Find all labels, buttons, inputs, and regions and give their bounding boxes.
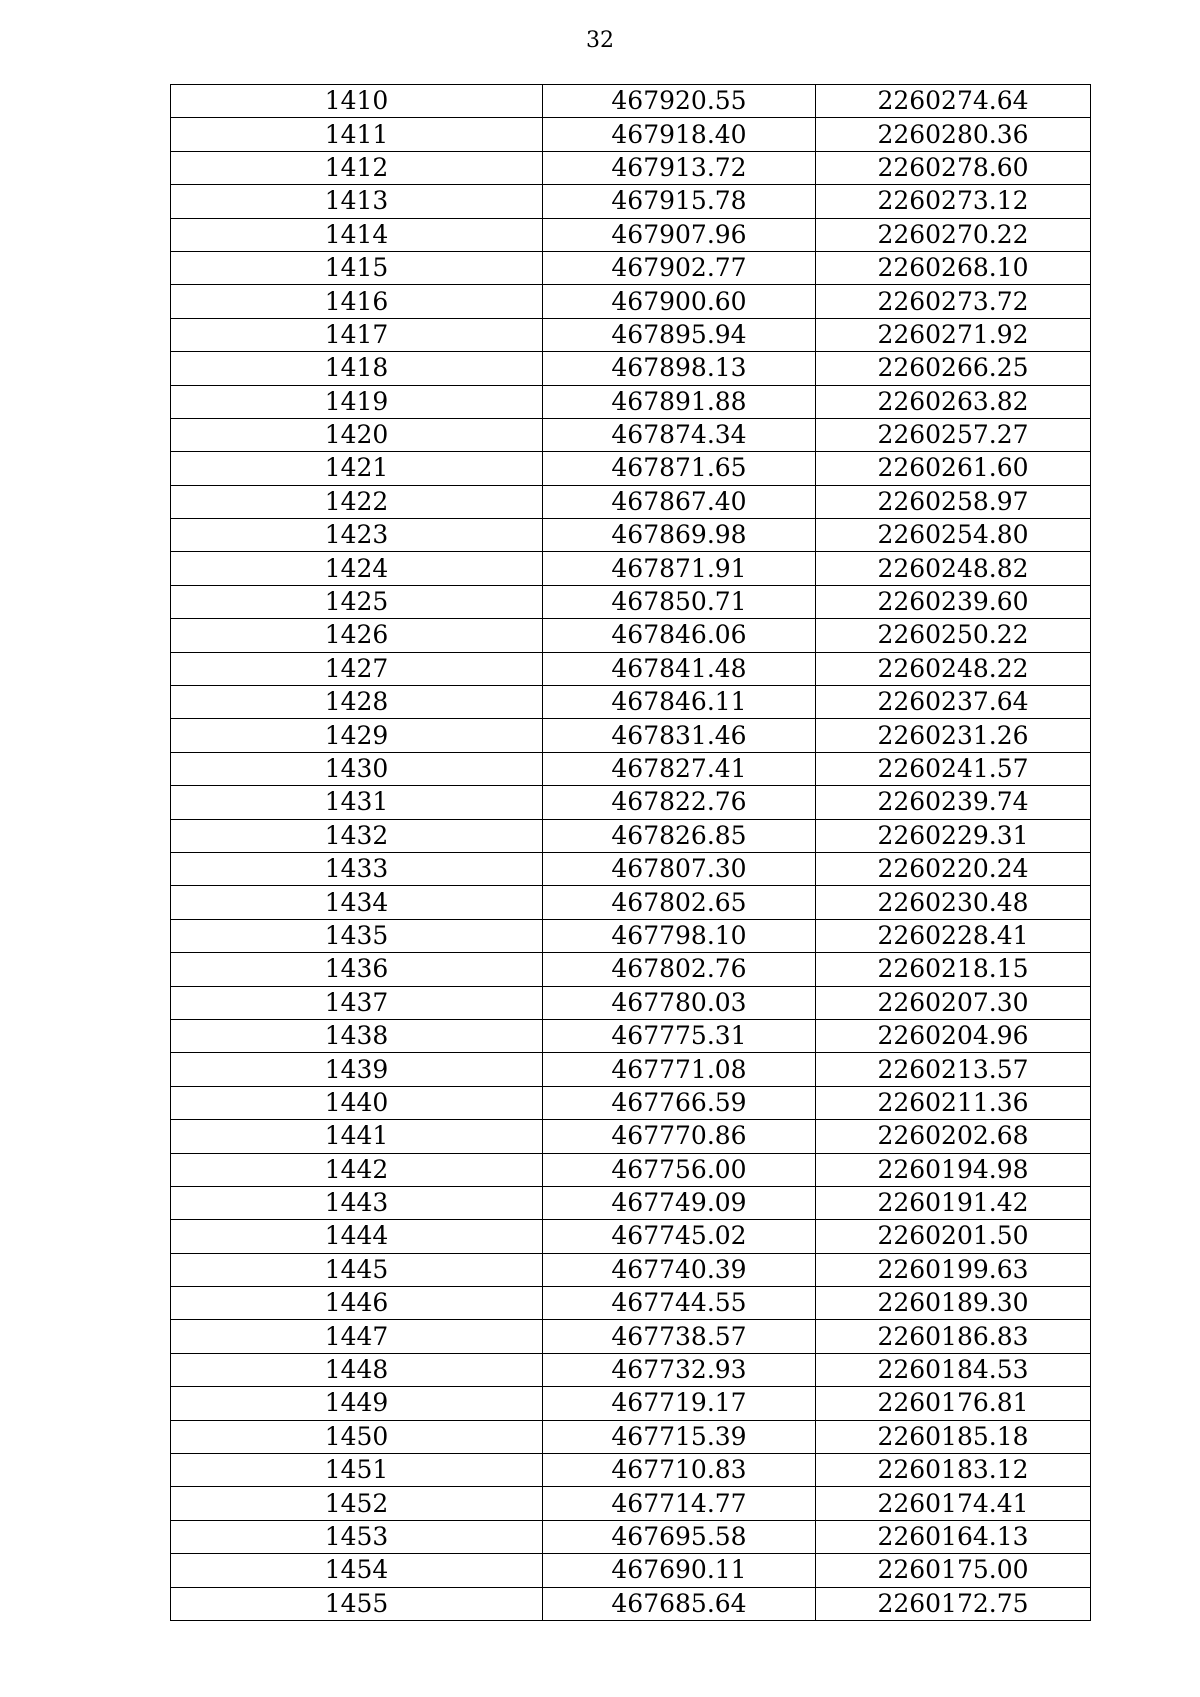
point-number-cell: 1414: [171, 218, 543, 251]
x-coordinate-cell: 467695.58: [543, 1520, 816, 1553]
x-coordinate-cell: 467766.59: [543, 1086, 816, 1119]
point-number-cell: 1426: [171, 619, 543, 652]
point-number-cell: 1433: [171, 852, 543, 885]
x-coordinate-cell: 467841.48: [543, 652, 816, 685]
x-coordinate-cell: 467898.13: [543, 352, 816, 385]
y-coordinate-cell: 2260230.48: [816, 886, 1091, 919]
y-coordinate-cell: 2260268.10: [816, 251, 1091, 284]
x-coordinate-cell: 467871.65: [543, 452, 816, 485]
point-number-cell: 1423: [171, 519, 543, 552]
table-row: [171, 285, 1091, 318]
x-coordinate-cell: 467732.93: [543, 1353, 816, 1386]
coordinates-table: [170, 84, 1091, 1621]
y-coordinate-cell: 2260201.50: [816, 1220, 1091, 1253]
point-number-cell: 1435: [171, 919, 543, 952]
table-row: [171, 585, 1091, 618]
point-number-cell: 1447: [171, 1320, 543, 1353]
point-number-cell: 1436: [171, 953, 543, 986]
coordinates-table-body: [171, 85, 1091, 1621]
y-coordinate-cell: 2260250.22: [816, 619, 1091, 652]
table-row: [171, 1019, 1091, 1052]
y-coordinate-cell: 2260254.80: [816, 519, 1091, 552]
table-row: [171, 1320, 1091, 1353]
y-coordinate-cell: 2260172.75: [816, 1587, 1091, 1620]
y-coordinate-cell: 2260204.96: [816, 1019, 1091, 1052]
table-row: [171, 1420, 1091, 1453]
y-coordinate-cell: 2260248.82: [816, 552, 1091, 585]
x-coordinate-cell: 467907.96: [543, 218, 816, 251]
table-row: [171, 1053, 1091, 1086]
point-number-cell: 1431: [171, 786, 543, 819]
table-row: [171, 1353, 1091, 1386]
x-coordinate-cell: 467891.88: [543, 385, 816, 418]
x-coordinate-cell: 467913.72: [543, 151, 816, 184]
x-coordinate-cell: 467744.55: [543, 1287, 816, 1320]
point-number-cell: 1455: [171, 1587, 543, 1620]
point-number-cell: 1451: [171, 1454, 543, 1487]
table-row: [171, 1454, 1091, 1487]
y-coordinate-cell: 2260274.64: [816, 85, 1091, 118]
y-coordinate-cell: 2260202.68: [816, 1120, 1091, 1153]
table-row: [171, 686, 1091, 719]
x-coordinate-cell: 467807.30: [543, 852, 816, 885]
point-number-cell: 1448: [171, 1353, 543, 1386]
y-coordinate-cell: 2260186.83: [816, 1320, 1091, 1353]
x-coordinate-cell: 467874.34: [543, 418, 816, 451]
table-row: [171, 418, 1091, 451]
x-coordinate-cell: 467798.10: [543, 919, 816, 952]
x-coordinate-cell: 467715.39: [543, 1420, 816, 1453]
y-coordinate-cell: 2260239.60: [816, 585, 1091, 618]
point-number-cell: 1429: [171, 719, 543, 752]
point-number-cell: 1449: [171, 1387, 543, 1420]
table-row: [171, 1086, 1091, 1119]
y-coordinate-cell: 2260237.64: [816, 686, 1091, 719]
point-number-cell: 1411: [171, 118, 543, 151]
table-row: [171, 1120, 1091, 1153]
y-coordinate-cell: 2260213.57: [816, 1053, 1091, 1086]
table-row: [171, 1186, 1091, 1219]
point-number-cell: 1413: [171, 185, 543, 218]
table-row: [171, 652, 1091, 685]
y-coordinate-cell: 2260273.72: [816, 285, 1091, 318]
point-number-cell: 1430: [171, 752, 543, 785]
x-coordinate-cell: 467826.85: [543, 819, 816, 852]
point-number-cell: 1427: [171, 652, 543, 685]
y-coordinate-cell: 2260194.98: [816, 1153, 1091, 1186]
x-coordinate-cell: 467918.40: [543, 118, 816, 151]
x-coordinate-cell: 467738.57: [543, 1320, 816, 1353]
x-coordinate-cell: 467920.55: [543, 85, 816, 118]
y-coordinate-cell: 2260218.15: [816, 953, 1091, 986]
point-number-cell: 1443: [171, 1186, 543, 1219]
x-coordinate-cell: 467690.11: [543, 1554, 816, 1587]
x-coordinate-cell: 467846.11: [543, 686, 816, 719]
page-number: 32: [586, 28, 614, 53]
table-row: [171, 719, 1091, 752]
table-row: [171, 318, 1091, 351]
y-coordinate-cell: 2260199.63: [816, 1253, 1091, 1286]
table-row: [171, 118, 1091, 151]
y-coordinate-cell: 2260175.00: [816, 1554, 1091, 1587]
x-coordinate-cell: 467846.06: [543, 619, 816, 652]
x-coordinate-cell: 467710.83: [543, 1454, 816, 1487]
y-coordinate-cell: 2260211.36: [816, 1086, 1091, 1119]
table-row: [171, 85, 1091, 118]
point-number-cell: 1424: [171, 552, 543, 585]
x-coordinate-cell: 467780.03: [543, 986, 816, 1019]
table-row: [171, 385, 1091, 418]
x-coordinate-cell: 467756.00: [543, 1153, 816, 1186]
table-row: [171, 852, 1091, 885]
y-coordinate-cell: 2260185.18: [816, 1420, 1091, 1453]
table-row: [171, 251, 1091, 284]
table-row: [171, 819, 1091, 852]
table-row: [171, 1153, 1091, 1186]
x-coordinate-cell: 467827.41: [543, 752, 816, 785]
table-row: [171, 485, 1091, 518]
x-coordinate-cell: 467771.08: [543, 1053, 816, 1086]
table-row: [171, 1587, 1091, 1620]
point-number-cell: 1450: [171, 1420, 543, 1453]
table-row: [171, 452, 1091, 485]
table-row: [171, 919, 1091, 952]
y-coordinate-cell: 2260278.60: [816, 151, 1091, 184]
x-coordinate-cell: 467902.77: [543, 251, 816, 284]
point-number-cell: 1432: [171, 819, 543, 852]
y-coordinate-cell: 2260231.26: [816, 719, 1091, 752]
table-row: [171, 1287, 1091, 1320]
x-coordinate-cell: 467770.86: [543, 1120, 816, 1153]
x-coordinate-cell: 467745.02: [543, 1220, 816, 1253]
table-row: [171, 1387, 1091, 1420]
x-coordinate-cell: 467871.91: [543, 552, 816, 585]
point-number-cell: 1428: [171, 686, 543, 719]
y-coordinate-cell: 2260273.12: [816, 185, 1091, 218]
y-coordinate-cell: 2260270.22: [816, 218, 1091, 251]
point-number-cell: 1416: [171, 285, 543, 318]
table-row: [171, 1554, 1091, 1587]
point-number-cell: 1454: [171, 1554, 543, 1587]
table-row: [171, 752, 1091, 785]
y-coordinate-cell: 2260228.41: [816, 919, 1091, 952]
table-row: [171, 953, 1091, 986]
point-number-cell: 1420: [171, 418, 543, 451]
table-row: [171, 1220, 1091, 1253]
x-coordinate-cell: 467802.65: [543, 886, 816, 919]
x-coordinate-cell: 467775.31: [543, 1019, 816, 1052]
point-number-cell: 1437: [171, 986, 543, 1019]
table-row: [171, 619, 1091, 652]
table-row: [171, 352, 1091, 385]
y-coordinate-cell: 2260183.12: [816, 1454, 1091, 1487]
y-coordinate-cell: 2260220.24: [816, 852, 1091, 885]
point-number-cell: 1444: [171, 1220, 543, 1253]
y-coordinate-cell: 2260248.22: [816, 652, 1091, 685]
table-row: [171, 986, 1091, 1019]
table-row: [171, 185, 1091, 218]
point-number-cell: 1418: [171, 352, 543, 385]
x-coordinate-cell: 467685.64: [543, 1587, 816, 1620]
table-row: [171, 1487, 1091, 1520]
point-number-cell: 1452: [171, 1487, 543, 1520]
table-row: [171, 886, 1091, 919]
y-coordinate-cell: 2260174.41: [816, 1487, 1091, 1520]
point-number-cell: 1438: [171, 1019, 543, 1052]
point-number-cell: 1415: [171, 251, 543, 284]
point-number-cell: 1412: [171, 151, 543, 184]
x-coordinate-cell: 467869.98: [543, 519, 816, 552]
y-coordinate-cell: 2260189.30: [816, 1287, 1091, 1320]
y-coordinate-cell: 2260207.30: [816, 986, 1091, 1019]
table-row: [171, 519, 1091, 552]
x-coordinate-cell: 467740.39: [543, 1253, 816, 1286]
y-coordinate-cell: 2260229.31: [816, 819, 1091, 852]
point-number-cell: 1440: [171, 1086, 543, 1119]
y-coordinate-cell: 2260241.57: [816, 752, 1091, 785]
x-coordinate-cell: 467749.09: [543, 1186, 816, 1219]
x-coordinate-cell: 467867.40: [543, 485, 816, 518]
y-coordinate-cell: 2260271.92: [816, 318, 1091, 351]
y-coordinate-cell: 2260263.82: [816, 385, 1091, 418]
table-row: [171, 1253, 1091, 1286]
point-number-cell: 1446: [171, 1287, 543, 1320]
x-coordinate-cell: 467822.76: [543, 786, 816, 819]
point-number-cell: 1419: [171, 385, 543, 418]
x-coordinate-cell: 467915.78: [543, 185, 816, 218]
table-row: [171, 151, 1091, 184]
point-number-cell: 1421: [171, 452, 543, 485]
point-number-cell: 1425: [171, 585, 543, 618]
y-coordinate-cell: 2260266.25: [816, 352, 1091, 385]
y-coordinate-cell: 2260261.60: [816, 452, 1091, 485]
y-coordinate-cell: 2260257.27: [816, 418, 1091, 451]
point-number-cell: 1422: [171, 485, 543, 518]
point-number-cell: 1410: [171, 85, 543, 118]
point-number-cell: 1441: [171, 1120, 543, 1153]
point-number-cell: 1453: [171, 1520, 543, 1553]
y-coordinate-cell: 2260258.97: [816, 485, 1091, 518]
y-coordinate-cell: 2260184.53: [816, 1353, 1091, 1386]
table-row: [171, 218, 1091, 251]
table-row: [171, 1520, 1091, 1553]
x-coordinate-cell: 467831.46: [543, 719, 816, 752]
point-number-cell: 1434: [171, 886, 543, 919]
y-coordinate-cell: 2260176.81: [816, 1387, 1091, 1420]
y-coordinate-cell: 2260239.74: [816, 786, 1091, 819]
point-number-cell: 1442: [171, 1153, 543, 1186]
x-coordinate-cell: 467900.60: [543, 285, 816, 318]
x-coordinate-cell: 467719.17: [543, 1387, 816, 1420]
point-number-cell: 1445: [171, 1253, 543, 1286]
table-row: [171, 552, 1091, 585]
y-coordinate-cell: 2260164.13: [816, 1520, 1091, 1553]
y-coordinate-cell: 2260191.42: [816, 1186, 1091, 1219]
x-coordinate-cell: 467802.76: [543, 953, 816, 986]
x-coordinate-cell: 467895.94: [543, 318, 816, 351]
x-coordinate-cell: 467714.77: [543, 1487, 816, 1520]
table-row: [171, 786, 1091, 819]
y-coordinate-cell: 2260280.36: [816, 118, 1091, 151]
x-coordinate-cell: 467850.71: [543, 585, 816, 618]
point-number-cell: 1417: [171, 318, 543, 351]
point-number-cell: 1439: [171, 1053, 543, 1086]
